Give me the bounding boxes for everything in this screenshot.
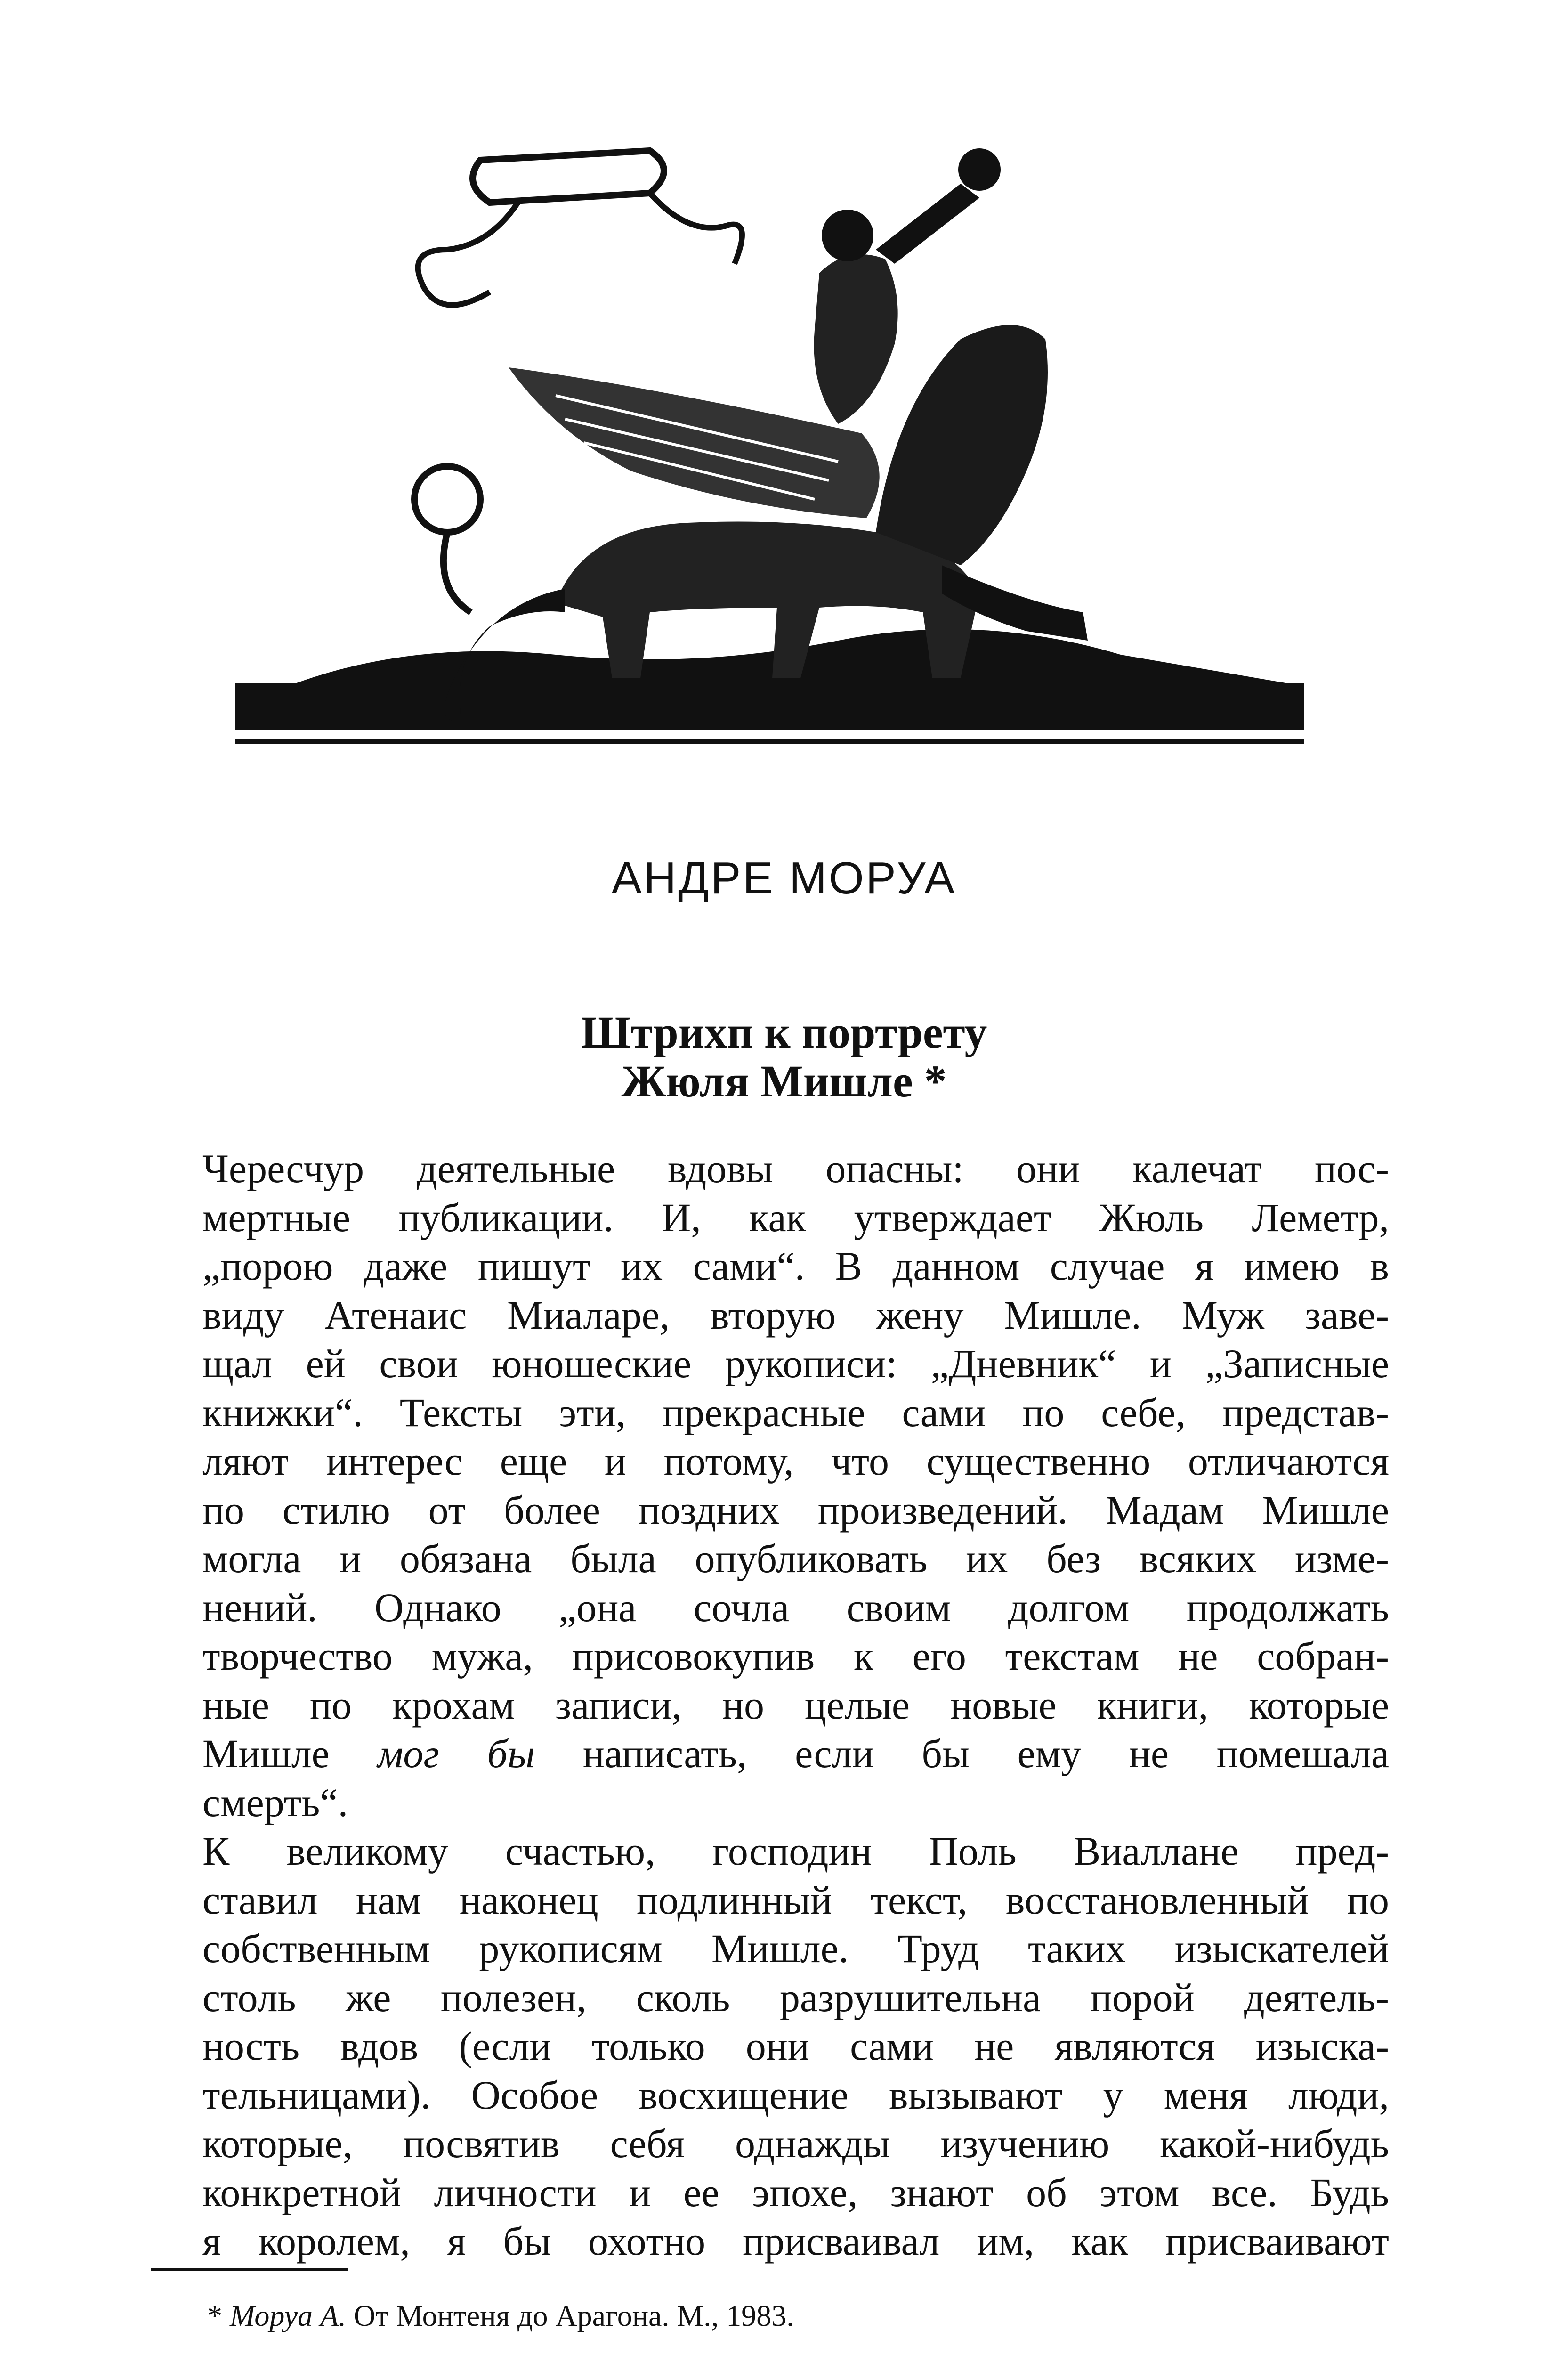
text-line: тельницами). Особое восхищение вызывают у меня люди, bbox=[202, 2072, 1389, 2118]
text-line: Чересчур деятельные вдовы опасны: они калечат пос- bbox=[202, 1146, 1389, 1191]
griffin-neck bbox=[876, 325, 1048, 565]
footnote bbox=[207, 2298, 794, 2333]
text-line-with-italic bbox=[202, 1730, 1389, 1778]
title-line-2: Жюля Мишле * bbox=[621, 1056, 947, 1106]
footnote-author: Моруа А. bbox=[230, 2299, 347, 2332]
text-line: ность вдов (если только они сами не являются изыска- bbox=[202, 2023, 1389, 2069]
tail-tuft bbox=[414, 466, 480, 532]
rider-figure bbox=[814, 254, 898, 424]
griffin-ornament-image bbox=[226, 141, 1309, 744]
tail-curl bbox=[444, 532, 471, 612]
text-line: столь же полезен, сколь разрушительна порой деятель- bbox=[202, 1974, 1389, 2020]
author-name: АНДРЕ МОРУА bbox=[611, 853, 957, 903]
ground-band bbox=[235, 683, 1304, 730]
body-text bbox=[202, 1145, 1389, 2266]
rider-club bbox=[876, 184, 979, 264]
footnote-marker: * bbox=[207, 2299, 222, 2332]
text-line: ставил нам наконец подлинный текст, восстановленный по bbox=[202, 1877, 1389, 1923]
text-line: книжки“. Тексты эти, прекрасные сами по себе, представ- bbox=[202, 1389, 1389, 1435]
banner-ribbon-2 bbox=[650, 193, 742, 264]
text-segment: Мишле bbox=[202, 1731, 378, 1776]
text-line: нений. Однако „она сочла своим долгом продолжать bbox=[202, 1584, 1389, 1630]
text-line: щал ей свои юношеские рукописи: „Дневник“ и „Записные bbox=[202, 1341, 1389, 1386]
text-line: я королем, я бы охотно присваивал им, как присваивают bbox=[202, 2218, 1389, 2264]
rider-head bbox=[822, 210, 873, 261]
text-line: по стилю от более поздних произведений. Мадам Мишле bbox=[202, 1487, 1389, 1533]
footnote-separator bbox=[151, 2268, 348, 2271]
title-line-1: Штрихп к портрету bbox=[581, 1007, 987, 1057]
base-rule bbox=[235, 739, 1304, 744]
text-line: которые, посвятив себя однажды изучению какой-нибудь bbox=[202, 2121, 1389, 2166]
italic-text-segment: мог бы bbox=[377, 1731, 535, 1776]
banner-scroll bbox=[473, 151, 664, 203]
text-line: смерть“. bbox=[202, 1779, 348, 1825]
text-line: собственным рукописям Мишле. Труд таких изыскателей bbox=[202, 1926, 1389, 1971]
text-line: „порою даже пишут их сами“. В данном случае я имею в bbox=[202, 1243, 1389, 1289]
text-line: конкретной личности и ее эпохе, знают об этом все. Будь bbox=[202, 2169, 1389, 2215]
text-line: ные по крохам записи, но целые новые книги, которые bbox=[202, 1682, 1389, 1728]
text-line: виду Атенаис Миаларе, вторую жену Мишле. Муж заве- bbox=[202, 1292, 1389, 1338]
club-head bbox=[958, 148, 1001, 191]
text-line: творчество мужа, присовокупив к его текстам не собран- bbox=[202, 1633, 1389, 1679]
footnote-text: От Монтеня до Арагона. М., 1983. bbox=[354, 2299, 794, 2332]
text-line: К великому счастью, господин Поль Виаллане пред- bbox=[202, 1828, 1389, 1874]
text-segment: написать, если бы ему не помешала bbox=[535, 1731, 1389, 1776]
text-line: мертные публикации. И, как утверждает Жюль Леметр, bbox=[202, 1194, 1389, 1240]
text-line: ляют интерес еще и потому, что существенно отличаются bbox=[202, 1438, 1389, 1484]
essay-title bbox=[0, 1008, 1568, 1106]
text-line: могла и обязана была опубликовать их без всяких изме- bbox=[202, 1536, 1389, 1581]
banner-ribbon bbox=[418, 203, 518, 305]
